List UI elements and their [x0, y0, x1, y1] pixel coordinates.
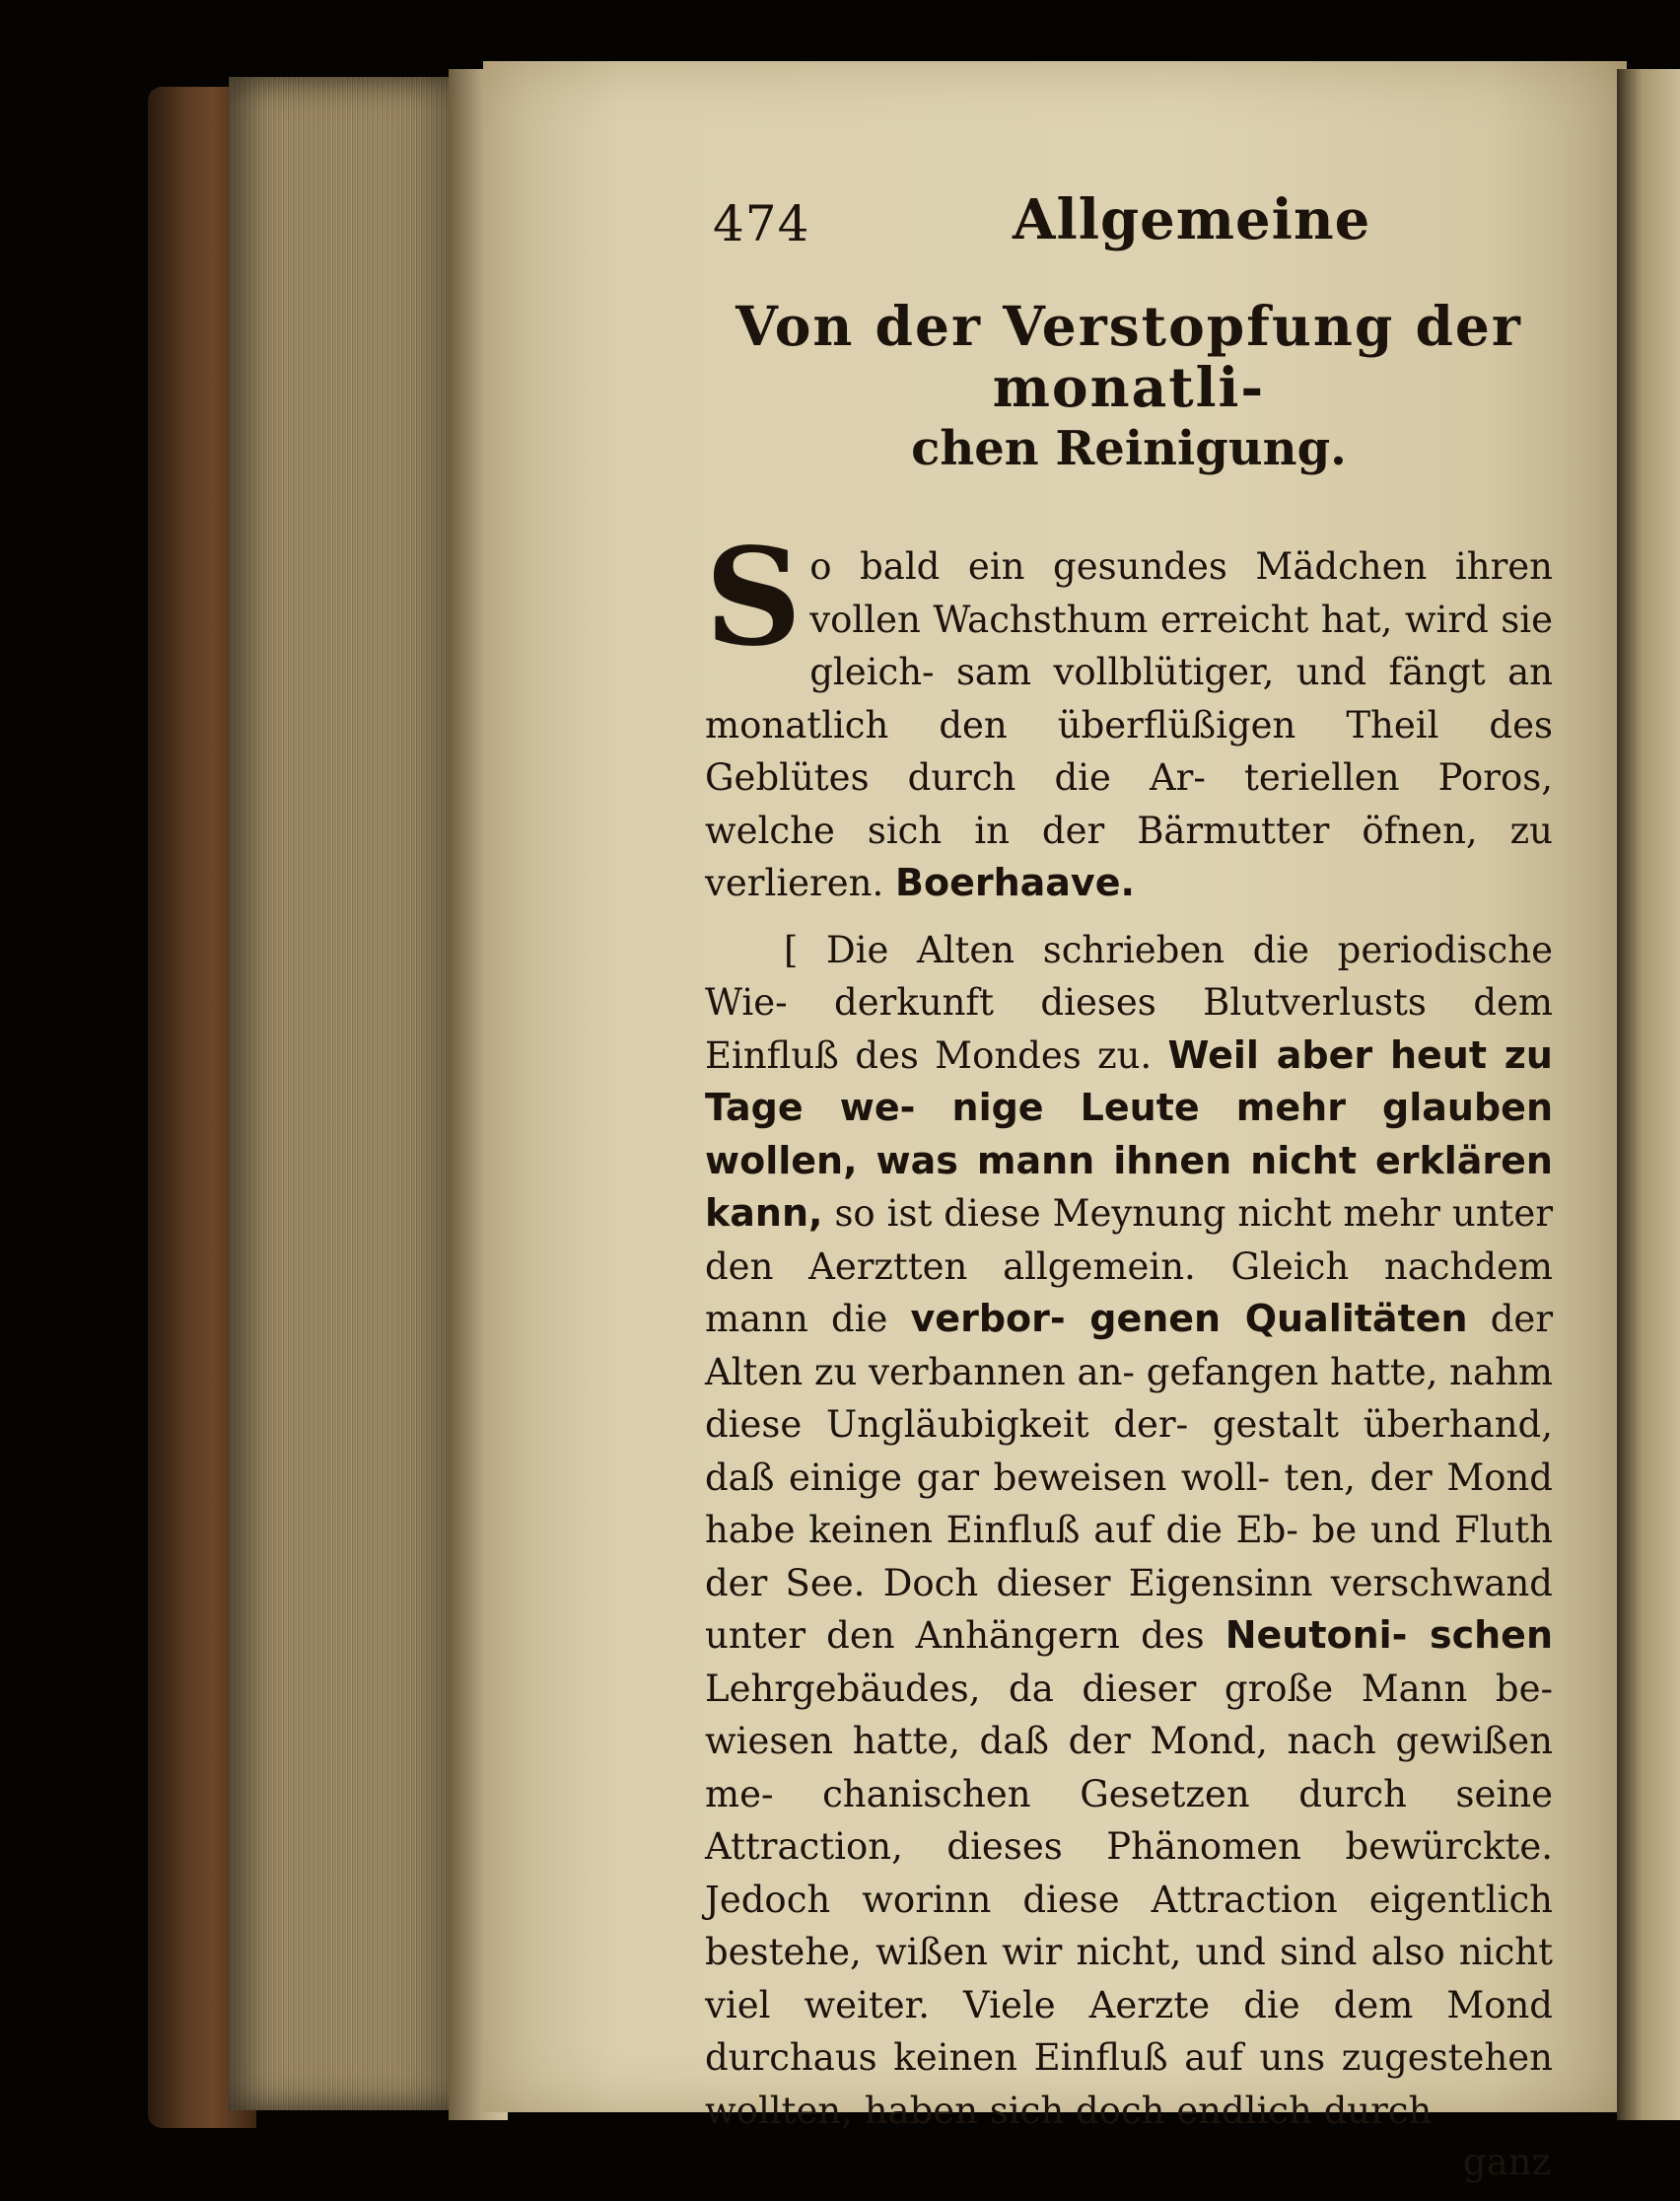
- running-head: Allgemeine: [1013, 187, 1371, 252]
- paragraph-2-emphasis-b: verbor- genen Qualitäten: [910, 1297, 1468, 1340]
- page-header: [705, 187, 1553, 276]
- page-content: [705, 187, 1553, 2183]
- paragraph-1: [705, 519, 1553, 910]
- paragraph-2-text-c: der Alten zu verbannen an- gefangen hatte, nahm diese Ungläubigkeit der- gestalt überhand, daß einige gar beweisen woll- ten, der Mond habe keinen Einfluß auf die Eb- be und Fluth der See. Doch dieser Eigensinn verschwand unter den Anhängern des: [705, 1298, 1554, 1657]
- paragraph-1-text: o bald ein gesundes Mädchen ihren vollen Wachsthum erreicht hat, wird sie gleich- sam vollblütiger, und fängt an monatlich den überflüßigen Theil des Geblütes durch die Ar- teriellen Poros, welche sich in der Bärmutter öfnen, zu verlieren.: [705, 545, 1553, 904]
- paragraph-2-emphasis-a: Weil aber heut zu Tage we- nige Leute mehr glauben wollen, was mann ihnen nicht erklären kann,: [705, 1032, 1553, 1235]
- paragraph-2-text-a: [ Die Alten schrieben die periodische Wie- derkunft dieses Blutverlusts dem Einfluß des Mondes zu.: [705, 928, 1553, 1077]
- facing-page-edge: [1617, 69, 1680, 2120]
- section-title-line2: chen Reinigung.: [911, 421, 1347, 476]
- page-edges: [229, 77, 465, 2110]
- paragraph-2-text-d: Lehrgebäudes, da dieser große Mann be- wiesen hatte, daß der Mond, nach gewißen me- chanischen Gesetzen durch seine Attraction, dieses Phänomen bewürckte. Jedoch worinn diese Attraction eigentlich bestehe, wißen wir nicht, und sind also nicht viel weiter. Viele Aerzte die dem Mond durchaus keinen Einfluß auf uns zugestehen wollten, haben sich doch endlich durch: [705, 1667, 1553, 2132]
- author-citation: Boerhaave.: [895, 861, 1135, 904]
- section-title: [705, 296, 1553, 479]
- page-number: 474: [713, 195, 810, 252]
- paragraph-2: [705, 924, 1553, 2138]
- drop-cap: S: [705, 519, 803, 676]
- section-title-line1: Von der Verstopfung der monatli-: [735, 294, 1522, 419]
- catchword: ganz: [1462, 2141, 1551, 2183]
- paragraph-2-emphasis-c: Neutoni- schen: [1225, 1613, 1553, 1657]
- paragraph-2-text-b: so ist diese Meynung nicht mehr unter den Aerztten allgemein. Gleich nachdem mann die: [705, 1192, 1554, 1340]
